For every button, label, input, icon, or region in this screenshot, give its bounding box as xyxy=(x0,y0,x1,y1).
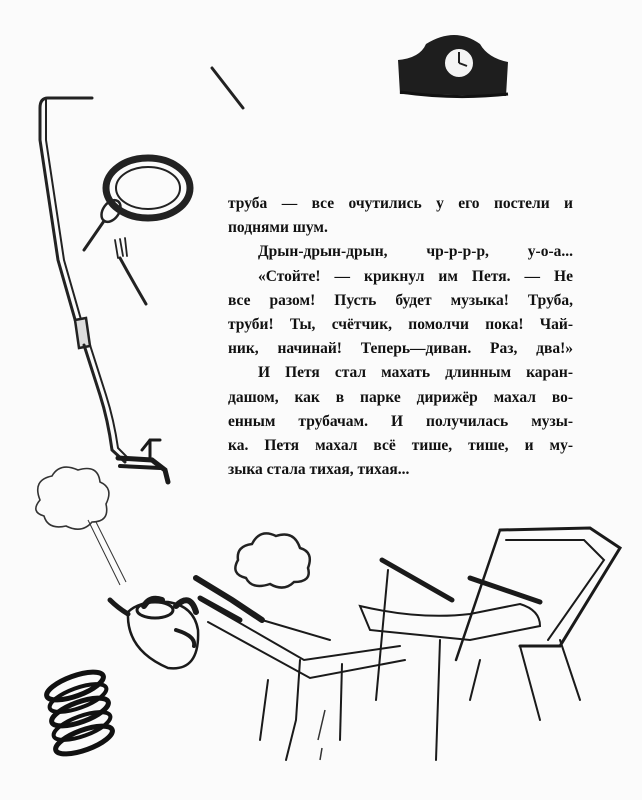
text-line: ка. Петя махал всё тише, тише, и му- xyxy=(228,437,573,455)
steam-lines xyxy=(88,520,126,585)
text-line: Дрын-дрын-дрын, чр-р-р-р, у-о-а... xyxy=(258,243,573,261)
clock-icon xyxy=(398,35,508,97)
armchair-icon xyxy=(360,528,620,760)
spring-icon xyxy=(43,666,115,759)
cloud-icon xyxy=(235,533,309,587)
text-line: енным трубачам. И получилась музы- xyxy=(228,412,573,430)
text-line: зыка стала тихая, тихая... xyxy=(228,461,410,479)
plate-icon xyxy=(106,158,190,218)
text-line: поднями шум. xyxy=(228,219,328,237)
motion-marks xyxy=(318,710,325,760)
teapot-icon xyxy=(110,599,198,668)
fork-icon xyxy=(115,238,146,304)
text-line: труби! Ты, счётчик, помолчи пока! Чай- xyxy=(228,316,573,334)
text-line: труба — все очутились у его постели и xyxy=(228,195,573,212)
text-line: дашом, как в парке дирижёр махал во- xyxy=(228,388,573,406)
text-line: все разом! Пусть будет музыка! Труба, xyxy=(228,291,573,309)
text-line: И Петя стал махать длинным каран- xyxy=(258,364,573,382)
text-line: ник, начинай! Теперь—диван. Раз, два!» xyxy=(228,340,573,358)
spoon-icon xyxy=(84,197,124,250)
chair-left-icon xyxy=(196,578,405,760)
story-text xyxy=(228,192,573,482)
steam-cloud-icon xyxy=(36,467,109,529)
pipe-icon xyxy=(40,98,128,462)
text-line: «Стойте! — крикнул им Петя. — Не xyxy=(258,267,573,285)
pencil-stroke xyxy=(212,68,243,108)
